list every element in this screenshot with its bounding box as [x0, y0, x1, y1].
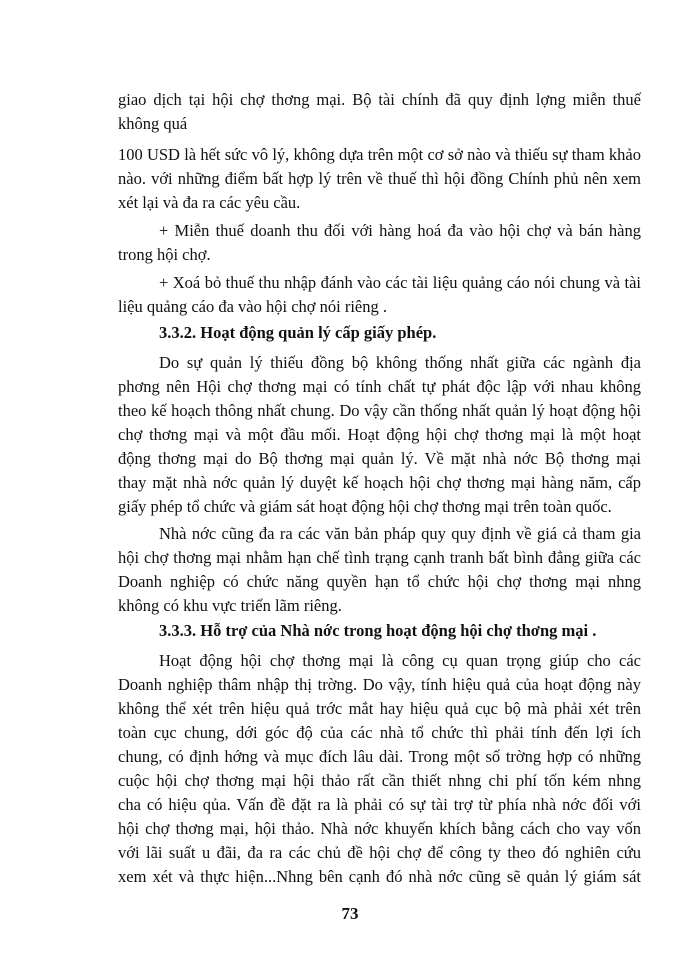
paragraph-7: [118, 649, 641, 889]
paragraph-2: [118, 143, 641, 215]
text-line: không quá: [118, 114, 188, 133]
text-line: thay mặt nhà nớc quản lý duyệt kế hoạch hội chợ thơng mại hàng năm, cấp: [118, 473, 641, 492]
text-line: + Xoá bỏ thuế thu nhập đánh vào các tài liệu quảng cáo nói chung và tài: [159, 273, 641, 292]
paragraph-4: [118, 271, 641, 319]
paragraph-1: [118, 88, 641, 136]
text-line: 100 USD là hết sức vô lý, không dựa trên một cơ sở nào và thiếu sự tham khảo: [118, 145, 641, 164]
paragraph-5: [118, 351, 641, 519]
text-line: Hoạt động hội chợ thơng mại là công cụ quan trọng giúp cho các: [159, 651, 641, 670]
text-line: Doanh nghiệp thâm nhập thị trờng. Do vậy, tính hiệu quả của hoạt động này: [118, 675, 641, 694]
text-line: hội chợ thơng mại nhằm hạn chế tình trạng cạnh tranh bất bình đẳng giữa các: [118, 548, 641, 567]
text-line: theo kế hoạch thông nhất chung. Do vậy cần thống nhất quản lý hoạt động hội: [118, 401, 641, 420]
section-heading-3-3-2: 3.3.2. Hoạt động quản lý cấp giấy phép.: [159, 323, 437, 342]
text-line: liệu quảng cáo đa vào hội chợ nói riêng .: [118, 297, 387, 316]
text-line: động thơng mại do Bộ thơng mại quản lý. Về mặt nhà nớc Bộ thơng mại: [118, 449, 641, 468]
text-line: nào. với những điểm bất hợp lý trên về thuế thì hội đồng Chính phủ nên xem: [118, 169, 641, 188]
text-line: không có khu vực triển lãm riêng.: [118, 596, 342, 615]
text-line: xét lại và đa ra các yêu cầu.: [118, 193, 301, 212]
text-line: phơng nên Hội chợ thơng mại có tính chất tự phát độc lập với nhau không: [118, 377, 641, 396]
text-line: trong hội chợ.: [118, 245, 211, 264]
text-line: với lãi suất u đãi, đa ra các chủ đề hội chợ để công ty theo đó nghiên cứu: [118, 843, 641, 862]
text-line: xem xét và thực hiện...Nhng bên cạnh đó nhà nớc cũng sẽ quản lý giám sát: [118, 867, 641, 886]
paragraph-6: [118, 522, 641, 618]
page-number: 73: [341, 904, 359, 923]
text-line: giấy phép tổ chức và giám sát hoạt động hội chợ thơng mại trên toàn quốc.: [118, 497, 612, 516]
text-line: hội chợ thơng mại, hội thảo. Nhà nớc khuyến khích bằng cách cho vay vốn: [118, 819, 641, 838]
paragraph-3: [118, 219, 641, 267]
text-line: Nhà nớc cũng đa ra các văn bản pháp quy quy định về giá cả tham gia: [159, 524, 641, 543]
text-line: Do sự quản lý thiếu đồng bộ không thống nhất giữa các ngành địa: [159, 353, 641, 372]
text-line: toàn cục chung, dới góc độ của các nhà tổ chức thì phải tính đến lợi ích: [118, 723, 641, 742]
text-line: giao dịch tại hội chợ thơng mại. Bộ tài chính đã quy định lợng miễn thuế: [118, 90, 641, 109]
text-line: chợ thơng mại và một đầu mối. Hoạt động hội chợ thơng mại là một hoạt: [118, 425, 641, 444]
text-line: cuộc hội chợ thơng mại hội thảo rất cần thiết nhng chi phí tốn kém nhng: [118, 771, 641, 790]
text-line: cha có hiệu qủa. Vấn đề đặt ra là phải có sự tài trợ từ phía nhà nớc đối với: [118, 795, 641, 814]
section-heading-3-3-3: 3.3.3. Hỗ trợ của Nhà nớc trong hoạt động hội chợ thơng mại .: [159, 621, 597, 640]
text-line: không thể xét trên hiệu quả trớc mắt hay hiệu quả cục bộ mà phải xét trên: [118, 699, 641, 718]
text-line: chung, có định hớng và mục đích lâu dài. Trong một số trờng hợp có những: [118, 747, 641, 766]
text-line: Doanh nghiệp có chức năng quyền hạn tổ chức hội chợ thơng mại nhng: [118, 572, 641, 591]
text-line: + Miễn thuế doanh thu đối với hàng hoá đa vào hội chợ và bán hàng: [159, 221, 641, 240]
